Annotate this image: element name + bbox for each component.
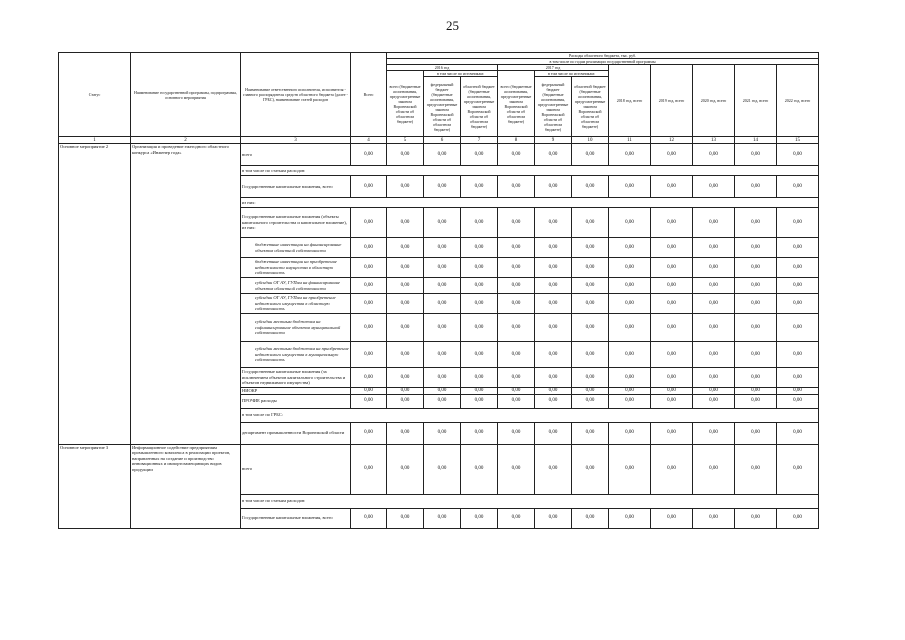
column-number: 9 (535, 137, 572, 144)
column-number: 7 (461, 137, 498, 144)
value-cell: 0,00 (693, 258, 735, 278)
value-cell: 0,00 (609, 388, 651, 395)
value-cell: 0,00 (351, 144, 387, 166)
value-cell: 0,00 (651, 144, 693, 166)
header-col6: федеральный бюджет (бюджетные ассигнования, предусмотренные законом Воронежской области об областном бюджете) (424, 77, 461, 137)
page-number: 25 (446, 18, 459, 33)
value-cell: 0,00 (387, 278, 424, 294)
value-cell: 0,00 (387, 258, 424, 278)
value-cell: 0,00 (651, 422, 693, 444)
value-cell: 0,00 (735, 238, 777, 258)
value-cell: 0,00 (535, 176, 572, 198)
value-cell: 0,00 (735, 208, 777, 238)
value-cell: 0,00 (651, 508, 693, 528)
table-row (59, 444, 819, 494)
value-cell: 0,00 (693, 508, 735, 528)
value-cell: 0,00 (693, 388, 735, 395)
value-cell: 0,00 (535, 208, 572, 238)
value-cell: 0,00 (351, 294, 387, 314)
value-cell: 0,00 (351, 444, 387, 494)
value-cell: 0,00 (572, 342, 609, 368)
row-label: субсидии ОГ АУ, ГУПам на приобретение недвижимого имущества в областную собственность (241, 294, 351, 314)
column-number: 8 (498, 137, 535, 144)
value-cell: 0,00 (735, 278, 777, 294)
value-cell: 0,00 (351, 314, 387, 342)
value-cell: 0,00 (461, 368, 498, 388)
value-cell: 0,00 (424, 294, 461, 314)
column-number: 15 (777, 137, 819, 144)
row-label: ПРОЧИЕ расходы (241, 394, 351, 408)
row-label: Государственные капитальные вложения (за исключением объектов капитального строительства и объектов недвижимого имущества) (241, 368, 351, 388)
value-cell: 0,00 (424, 388, 461, 395)
value-cell: 0,00 (693, 144, 735, 166)
column-number: 5 (387, 137, 424, 144)
row-label: в том числе по статьям расходов: (241, 166, 819, 176)
value-cell: 0,00 (535, 342, 572, 368)
value-cell: 0,00 (461, 238, 498, 258)
value-cell: 0,00 (424, 394, 461, 408)
value-cell: 0,00 (387, 388, 424, 395)
header-col15: 2022 год, всего (777, 65, 819, 137)
column-number: 14 (735, 137, 777, 144)
value-cell: 0,00 (498, 144, 535, 166)
value-cell: 0,00 (461, 294, 498, 314)
value-cell: 0,00 (609, 394, 651, 408)
value-cell: 0,00 (735, 176, 777, 198)
value-cell: 0,00 (572, 238, 609, 258)
value-cell: 0,00 (424, 314, 461, 342)
row-label: всего (241, 444, 351, 494)
value-cell: 0,00 (651, 208, 693, 238)
value-cell: 0,00 (609, 508, 651, 528)
header-total: Всего (351, 53, 387, 137)
value-cell: 0,00 (535, 144, 572, 166)
header-year-2016: 2016 год (387, 65, 498, 71)
header-incl-2016: в том числе по источникам: (424, 71, 498, 77)
value-cell: 0,00 (535, 388, 572, 395)
value-cell: 0,00 (387, 208, 424, 238)
value-cell: 0,00 (735, 342, 777, 368)
value-cell: 0,00 (609, 314, 651, 342)
row-label: в том числе по ГРБС: (241, 408, 819, 422)
value-cell: 0,00 (498, 278, 535, 294)
value-cell: 0,00 (572, 314, 609, 342)
value-cell: 0,00 (777, 394, 819, 408)
value-cell: 0,00 (651, 278, 693, 294)
value-cell: 0,00 (498, 508, 535, 528)
row-label: НИОКР (241, 388, 351, 395)
value-cell: 0,00 (351, 368, 387, 388)
value-cell: 0,00 (777, 444, 819, 494)
budget-table (58, 52, 819, 529)
block-name: Информационное содействие предприятиям промышленного комплекса в реализации проектов, направленных на создание и производство инновационных и импортозамещающих видов продукции (131, 444, 241, 528)
value-cell: 0,00 (777, 258, 819, 278)
value-cell: 0,00 (351, 176, 387, 198)
value-cell: 0,00 (498, 294, 535, 314)
column-number: 3 (241, 137, 351, 144)
value-cell: 0,00 (777, 342, 819, 368)
value-cell: 0,00 (735, 508, 777, 528)
value-cell: 0,00 (693, 278, 735, 294)
column-number: 10 (572, 137, 609, 144)
value-cell: 0,00 (535, 508, 572, 528)
table-header (59, 53, 819, 144)
header-col8: всего (бюджетные ассигнования, предусмотренные законом Воронежской области об областном бюджете) (498, 71, 535, 137)
value-cell: 0,00 (609, 176, 651, 198)
value-cell: 0,00 (535, 444, 572, 494)
row-label: субсидии местным бюджетам на приобретение недвижимого имущества в муниципальную собственность (241, 342, 351, 368)
value-cell: 0,00 (498, 314, 535, 342)
value-cell: 0,00 (351, 258, 387, 278)
header-col9: федеральный бюджет (бюджетные ассигнования, предусмотренные законом Воронежской области об областном бюджете) (535, 77, 572, 137)
header-year-2017: 2017 год (498, 65, 609, 71)
value-cell: 0,00 (424, 176, 461, 198)
value-cell: 0,00 (572, 388, 609, 395)
value-cell: 0,00 (387, 394, 424, 408)
value-cell: 0,00 (424, 342, 461, 368)
value-cell: 0,00 (461, 176, 498, 198)
value-cell: 0,00 (777, 294, 819, 314)
value-cell: 0,00 (461, 422, 498, 444)
value-cell: 0,00 (535, 368, 572, 388)
header-col14: 2021 год, всего (735, 65, 777, 137)
value-cell: 0,00 (572, 278, 609, 294)
header-col10: областной бюджет (бюджетные ассигнования, предусмотренные законом Воронежской области об областном бюджете) (572, 77, 609, 137)
value-cell: 0,00 (387, 368, 424, 388)
value-cell: 0,00 (609, 294, 651, 314)
value-cell: 0,00 (572, 294, 609, 314)
value-cell: 0,00 (735, 388, 777, 395)
value-cell: 0,00 (461, 508, 498, 528)
value-cell: 0,00 (498, 342, 535, 368)
value-cell: 0,00 (693, 294, 735, 314)
value-cell: 0,00 (424, 258, 461, 278)
value-cell: 0,00 (461, 342, 498, 368)
value-cell: 0,00 (651, 176, 693, 198)
column-number: 2 (131, 137, 241, 144)
value-cell: 0,00 (735, 294, 777, 314)
row-label: бюджетные инвестиции на приобретение недвижимости имущества в областную собственность (241, 258, 351, 278)
value-cell: 0,00 (651, 342, 693, 368)
value-cell: 0,00 (572, 394, 609, 408)
column-number-row (59, 137, 819, 144)
value-cell: 0,00 (498, 238, 535, 258)
value-cell: 0,00 (651, 388, 693, 395)
value-cell: 0,00 (777, 388, 819, 395)
value-cell: 0,00 (693, 444, 735, 494)
value-cell: 0,00 (351, 278, 387, 294)
value-cell: 0,00 (572, 368, 609, 388)
value-cell: 0,00 (693, 238, 735, 258)
value-cell: 0,00 (387, 508, 424, 528)
value-cell: 0,00 (387, 176, 424, 198)
value-cell: 0,00 (609, 144, 651, 166)
header-col11: 2018 год, всего (609, 65, 651, 137)
value-cell: 0,00 (424, 278, 461, 294)
value-cell: 0,00 (461, 394, 498, 408)
column-number: 6 (424, 137, 461, 144)
row-label: в том числе по статьям расходов: (241, 494, 819, 508)
value-cell: 0,00 (351, 238, 387, 258)
value-cell: 0,00 (777, 208, 819, 238)
value-cell: 0,00 (693, 422, 735, 444)
row-label: Государственные капитальные вложения (объекты капитального строительства и капитальное вложение), из них: (241, 208, 351, 238)
value-cell: 0,00 (387, 342, 424, 368)
value-cell: 0,00 (461, 278, 498, 294)
value-cell: 0,00 (777, 278, 819, 294)
value-cell: 0,00 (351, 508, 387, 528)
value-cell: 0,00 (609, 422, 651, 444)
value-cell: 0,00 (609, 278, 651, 294)
value-cell: 0,00 (387, 294, 424, 314)
column-number: 4 (351, 137, 387, 144)
value-cell: 0,00 (693, 314, 735, 342)
value-cell: 0,00 (498, 176, 535, 198)
value-cell: 0,00 (387, 238, 424, 258)
row-label: департамент промышленности Воронежской области (241, 422, 351, 444)
value-cell: 0,00 (572, 444, 609, 494)
value-cell: 0,00 (651, 258, 693, 278)
value-cell: 0,00 (651, 238, 693, 258)
value-cell: 0,00 (609, 444, 651, 494)
value-cell: 0,00 (351, 394, 387, 408)
value-cell: 0,00 (693, 208, 735, 238)
value-cell: 0,00 (461, 258, 498, 278)
header-expenses-sub: в том числе по годам реализации государственной программы (387, 59, 819, 65)
value-cell: 0,00 (651, 294, 693, 314)
value-cell: 0,00 (535, 238, 572, 258)
value-cell: 0,00 (572, 208, 609, 238)
column-number: 1 (59, 137, 131, 144)
value-cell: 0,00 (651, 368, 693, 388)
value-cell: 0,00 (461, 208, 498, 238)
value-cell: 0,00 (424, 144, 461, 166)
value-cell: 0,00 (424, 208, 461, 238)
header-executor: Наименование ответственного исполнителя, исполнителя - главного распорядителя средств областного бюджета (далее - ГРБС), наименование статей расходов (241, 53, 351, 137)
row-label: Государственные капитальные вложения, всего (241, 176, 351, 198)
value-cell: 0,00 (735, 144, 777, 166)
value-cell: 0,00 (777, 176, 819, 198)
value-cell: 0,00 (609, 342, 651, 368)
value-cell: 0,00 (461, 444, 498, 494)
header-expenses-title: Расходы областного бюджета, тыс. руб. (387, 53, 819, 59)
value-cell: 0,00 (735, 394, 777, 408)
value-cell: 0,00 (461, 144, 498, 166)
value-cell: 0,00 (498, 258, 535, 278)
value-cell: 0,00 (735, 314, 777, 342)
value-cell: 0,00 (535, 278, 572, 294)
header-col7: областной бюджет (бюджетные ассигнования, предусмотренные законом Воронежской области об областном бюджете) (461, 77, 498, 137)
value-cell: 0,00 (735, 258, 777, 278)
value-cell: 0,00 (535, 422, 572, 444)
value-cell: 0,00 (387, 422, 424, 444)
header-program-name: Наименование государственной программы, подпрограммы, основного мероприятия (131, 53, 241, 137)
value-cell: 0,00 (461, 388, 498, 395)
value-cell: 0,00 (535, 294, 572, 314)
value-cell: 0,00 (777, 422, 819, 444)
value-cell: 0,00 (735, 422, 777, 444)
row-label: всего (241, 144, 351, 166)
value-cell: 0,00 (693, 176, 735, 198)
budget-table-wrapper (58, 52, 818, 529)
column-number: 12 (651, 137, 693, 144)
value-cell: 0,00 (609, 208, 651, 238)
value-cell: 0,00 (498, 388, 535, 395)
value-cell: 0,00 (572, 508, 609, 528)
value-cell: 0,00 (777, 314, 819, 342)
row-label: Государственные капитальные вложения, всего (241, 508, 351, 528)
value-cell: 0,00 (572, 144, 609, 166)
value-cell: 0,00 (424, 238, 461, 258)
value-cell: 0,00 (424, 368, 461, 388)
column-number: 13 (693, 137, 735, 144)
value-cell: 0,00 (777, 144, 819, 166)
value-cell: 0,00 (535, 314, 572, 342)
value-cell: 0,00 (424, 422, 461, 444)
value-cell: 0,00 (777, 508, 819, 528)
column-number: 11 (609, 137, 651, 144)
value-cell: 0,00 (651, 444, 693, 494)
value-cell: 0,00 (351, 422, 387, 444)
value-cell: 0,00 (572, 258, 609, 278)
row-label: бюджетные инвестиции на финансирование объектов областной собственности (241, 238, 351, 258)
value-cell: 0,00 (693, 368, 735, 388)
value-cell: 0,00 (535, 258, 572, 278)
value-cell: 0,00 (387, 444, 424, 494)
value-cell: 0,00 (498, 394, 535, 408)
header-incl-2017: в том числе по источникам: (535, 71, 609, 77)
value-cell: 0,00 (651, 394, 693, 408)
value-cell: 0,00 (351, 208, 387, 238)
row-label: субсидии ОГ АУ, ГУПам на финансирование объектов областной собственности (241, 278, 351, 294)
value-cell: 0,00 (498, 444, 535, 494)
value-cell: 0,00 (651, 314, 693, 342)
block-status: Основное мероприятие 2 (59, 144, 131, 445)
value-cell: 0,00 (572, 176, 609, 198)
value-cell: 0,00 (424, 444, 461, 494)
row-label: из них: (241, 198, 819, 208)
value-cell: 0,00 (498, 368, 535, 388)
value-cell: 0,00 (572, 422, 609, 444)
value-cell: 0,00 (693, 342, 735, 368)
value-cell: 0,00 (735, 444, 777, 494)
value-cell: 0,00 (387, 314, 424, 342)
header-col12: 2019 год, всего (651, 65, 693, 137)
value-cell: 0,00 (387, 144, 424, 166)
value-cell: 0,00 (461, 314, 498, 342)
value-cell: 0,00 (609, 238, 651, 258)
header-col5: всего (бюджетные ассигнования, предусмотренные законом Воронежской области об областном бюджете) (387, 71, 424, 137)
table-body (59, 144, 819, 529)
block-status: Основное мероприятие 3 (59, 444, 131, 528)
value-cell: 0,00 (609, 258, 651, 278)
value-cell: 0,00 (777, 368, 819, 388)
value-cell: 0,00 (777, 238, 819, 258)
value-cell: 0,00 (498, 422, 535, 444)
value-cell: 0,00 (735, 368, 777, 388)
value-cell: 0,00 (351, 342, 387, 368)
value-cell: 0,00 (609, 368, 651, 388)
value-cell: 0,00 (351, 388, 387, 395)
header-col13: 2020 год, всего (693, 65, 735, 137)
table-row (59, 144, 819, 166)
value-cell: 0,00 (693, 394, 735, 408)
value-cell: 0,00 (498, 208, 535, 238)
value-cell: 0,00 (535, 394, 572, 408)
row-label: субсидии местным бюджетам на софинансирование объектов муниципальной собственности (241, 314, 351, 342)
value-cell: 0,00 (424, 508, 461, 528)
header-status: Статус (59, 53, 131, 137)
block-name: Организация и проведение ежегодного областного конкурса «Инженер года» (131, 144, 241, 445)
